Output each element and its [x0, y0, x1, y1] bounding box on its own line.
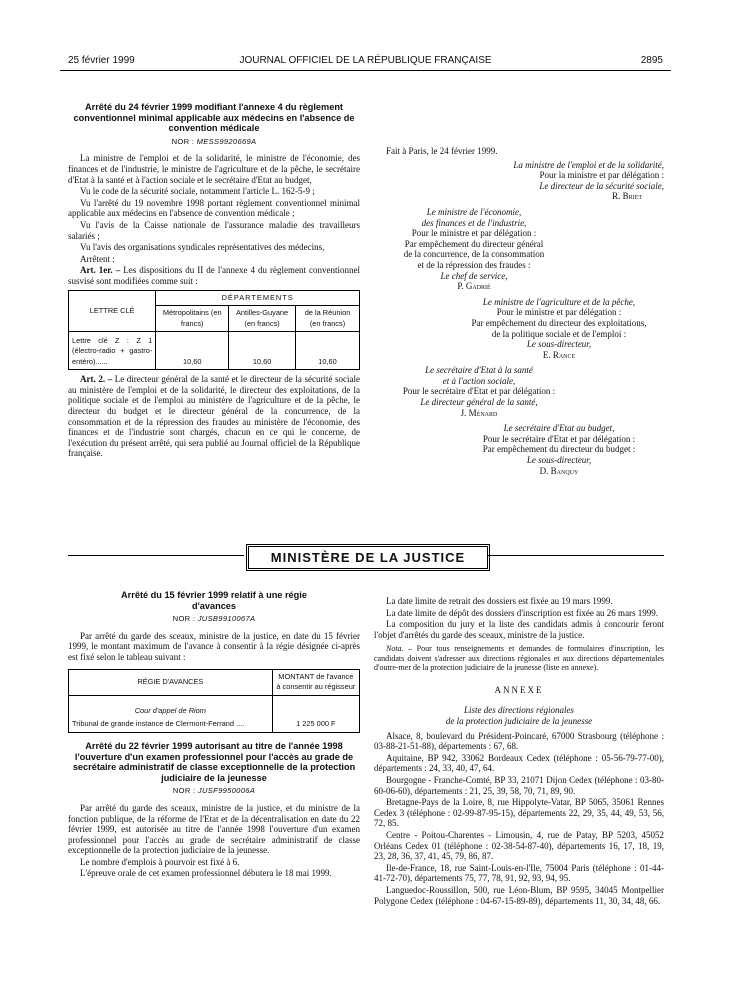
- signature-line: et de la répression des fraudes :: [417, 259, 531, 270]
- arrete-3-para-3: L'épreuve orale de cet examen professionnel débutera le 18 mai 1999.: [80, 868, 332, 879]
- regional-direction: Bourgogne - Franche-Comté, BP 33, 21071 Dijon Cedex (téléphone : 03-80-60-06-60), départements : 21, 25, 39, 58, 70, 71, 89, 90.: [374, 775, 664, 796]
- arrete-1-para-6: Arrêtent :: [80, 253, 115, 264]
- signature-line: Le ministre de l'économie,: [426, 206, 522, 217]
- annexe-list-title: Liste des directions régionales: [464, 705, 574, 716]
- arrete-1-article-2: Art. 2. – Le directeur général de la santé et le directeur de la sécurité sociale au ministère de l'emploi et de la solidarité, le directeur des exploitations, de la politique sociale et de l'emploi au ministère de l'agriculture et de la pêche, le directeur du budget et le directeur général de la concurrence, de la consommation et de la répression des fraudes au ministère de l'économie, des finances et de l'industrie sont chargés, chacun en ce qui le concerne, de l'exécution du présent arrêté, qui sera publié au Journal officiel de la République française.: [68, 374, 360, 459]
- arrete-1-title: Arrêté du 24 février 1999 modifiant l'annexe 4 du règlement conventionnel minimal applicable aux médecins en l'absence de convention médicale: [73, 102, 355, 134]
- signature-line: et à l'action sociale,: [442, 375, 516, 386]
- regie-table-row: Cour d'appel de Riom Tribunal de grande instance de Clermont-Ferrand ....: [69, 695, 273, 732]
- arrete-3-title: Arrêté du 22 février 1999 autorisant au titre de l'année 1998 l'ouverture d'un examen professionnel pour l'accès au grade de secrétaire administratif de classe exceptionnelle de la protection judiciaire de la jeunesse: [72, 740, 356, 783]
- signature-line: Pour la ministre et par délégation :: [539, 170, 664, 181]
- signature-line: des finances et de l'industrie,: [421, 217, 527, 228]
- regional-direction: Languedoc-Roussillon, 500, rue Léon-Blum, BP 9595, 34045 Montpellier Polygone Cedex (téléphone : 04-67-15-89-89), départements 11, 30, 34, 48, 66.: [374, 884, 664, 906]
- arrete-2-nor: NOR : JUSB9910067A: [172, 614, 256, 624]
- arrete-1-article-1: Art. 1er. – Les dispositions du II de l'annexe 4 du règlement conventionnel susvisé sont modifiées comme suit :: [68, 265, 360, 286]
- arrete-1-para-3: Vu l'arrêté du 19 novembre 1998 portant règlement conventionnel minimal applicable aux médecins en l'absence de convention médicale ;: [68, 197, 360, 219]
- signature-line: Pour le ministre et par délégation :: [496, 307, 622, 318]
- signature-line: Pour le secrétaire d'Etat et par délégation :: [482, 433, 636, 444]
- signature-line: Le secrétaire d'Etat à la santé: [425, 365, 533, 376]
- arrete-1-para-1: La ministre de l'emploi et de la solidarité, le ministre de l'économie, des finances et de l'industrie, le ministre de l'agriculture et de la pêche, le secrétaire d'Etat à la santé et à l'action sociale et le secrétaire d'Etat au budget,: [68, 153, 360, 185]
- table-cell: 10,60: [156, 332, 229, 370]
- regie-table-header: RÉGIE D'AVANCES: [69, 669, 273, 695]
- signature-line: Le ministre de l'agriculture et de la pêche,: [482, 296, 636, 307]
- signature-line: Par empêchement du directeur général: [404, 238, 544, 249]
- justice-column-right: [374, 596, 664, 907]
- regional-direction: Ile-de-France, 18, rue Saint-Louis-en-l'Ile, 75004 Paris (téléphone : 01-44-41-72-70), départements 75, 77, 78, 91, 92, 93, 94, 95.: [374, 862, 664, 884]
- header-date: 25 février 1999: [68, 55, 135, 66]
- arrete-3-para-4: La date limite de retrait des dossiers est fixée au 19 mars 1999.: [386, 596, 613, 606]
- banner-rule-right: [487, 555, 664, 556]
- signature-line: de la concurrence, de la consommation: [403, 249, 545, 260]
- ministry-banner: MINISTÈRE DE LA JUSTICE: [246, 544, 490, 571]
- signature-line: Le sous-directeur,: [526, 455, 592, 466]
- regie-table-amount: 1 225 000 F: [272, 695, 359, 732]
- justice-column-left: [68, 590, 360, 880]
- table-header-key: LETTRE CLÉ: [69, 290, 156, 332]
- arrete-3-nor: NOR : JUSF9950006A: [172, 786, 256, 796]
- arrete-3-para-5: La date limite de dépôt des dossiers d'inscription est fixée au 26 mars 1999.: [386, 607, 659, 618]
- signature-line: Le directeur de la sécurité sociale,: [539, 180, 664, 191]
- tariff-table: [68, 290, 360, 371]
- table-header-antilles: Antilles-Guyane (en francs): [229, 306, 296, 332]
- regie-table-header-amount: MONTANT de l'avance à consentir au régisseur: [272, 669, 359, 695]
- running-header: [68, 55, 663, 69]
- signature-line: Le sous-directeur,: [526, 339, 592, 350]
- arrete-1-signatures: [374, 146, 664, 476]
- table-header-metropolitains: Métropolitains (en francs): [156, 306, 229, 332]
- signatory-name: P. Gadrié: [457, 281, 491, 292]
- arrete-1-para-4: Vu l'avis de la Caisse nationale de l'assurance maladie des travailleurs salariés ;: [68, 219, 360, 241]
- table-cell: 10,60: [229, 332, 296, 370]
- regional-direction: Centre - Poitou-Charentes - Limousin, 4, rue de Patay, BP 5203, 45052 Orléans Cedex 01 (téléphone : 02-38-54-87-40), départements 16, 17, 18, 19, 23, 28, 36, 37, 41, 45, 79, 86, 87.: [374, 830, 664, 862]
- annexe-list-subtitle: de la protection judiciaire de la jeunesse: [445, 716, 593, 727]
- regie-table: [68, 669, 360, 733]
- signature-line: de la politique sociale et de l'emploi :: [491, 328, 627, 339]
- arrete-3-para-2: Le nombre d'emplois à pourvoir est fixé à 6.: [80, 856, 240, 867]
- signature-line: Le secrétaire d'Etat au budget,: [503, 423, 615, 434]
- signatory-name: E. Rance: [542, 349, 576, 360]
- signature-line: Le directeur général de la santé,: [420, 397, 538, 408]
- banner-rule-left: [68, 555, 244, 556]
- signature-line: Le chef de service,: [440, 270, 508, 281]
- signature-line: Par empêchement du directeur du budget :: [482, 444, 636, 455]
- regional-direction: Bretagne-Pays de la Loire, 8, rue Hippolyte-Vatar, BP 5065, 35061 Rennes Cedex 3 (téléphone : 02-99-87-95-15), départements 22, 29, 35, 44, 49, 53, 56, 72, 85.: [374, 797, 664, 829]
- done-at: Fait à Paris, le 24 février 1999.: [386, 146, 498, 156]
- arrete-2-para-1: Par arrêté du garde des sceaux, ministre de la justice, en date du 15 février 1999, le montant maximum de l'avance à consentir à la régie désignée ci-après est fixé selon le tableau suivant :: [68, 630, 360, 662]
- arrete-1-nor: NOR : MESS9920669A: [171, 136, 257, 146]
- signature-line: La ministre de l'emploi et de la solidarité,: [513, 159, 664, 170]
- regional-direction: Alsace, 8, boulevard du Président-Poincaré, 67000 Strasbourg (téléphone : 03-88-21-51-88), départements : 67, 68.: [374, 730, 664, 752]
- arrete-1-column-left: [68, 102, 360, 460]
- signatory-name: J. Ménard: [460, 407, 498, 418]
- header-journal-title: JOURNAL OFFICIEL DE LA RÉPUBLIQUE FRANÇAISE: [239, 55, 492, 66]
- table-cell: 10,60: [296, 332, 360, 370]
- arrete-3-nota: Nota. – Pour tous renseignements et demandes de formulaires d'inscription, les candidats doivent s'adresser aux directions régionales et aux directions départementales d'outre-mer de la protection judiciaire de la jeunesse (liste en annexe).: [374, 644, 664, 673]
- annexe-heading: ANNEXE: [494, 684, 544, 695]
- regional-direction: Aquitaine, BP 942, 33062 Bordeaux Cedex (téléphone : 05-56-79-77-00), départements : 24, 33, 40, 47, 64.: [374, 752, 664, 774]
- signatory-name: D. Banquy: [539, 465, 579, 476]
- header-page-number: 2895: [640, 55, 663, 66]
- table-row-label: Lettre clé Z : Z 1 (électro-radio + gastro-entéro)......: [69, 332, 156, 370]
- arrete-1-para-5: Vu l'avis des organisations syndicales représentatives des médecins,: [80, 242, 325, 253]
- signature-line: Par empêchement du directeur des exploitations,: [471, 317, 647, 328]
- table-header-group: DÉPARTEMENTS: [156, 290, 360, 306]
- arrete-3-para-1: Par arrêté du garde des sceaux, ministre de la justice, et du ministre de la fonction publique, de la réforme de l'Etat et de la décentralisation en date du 22 février 1999, est autorisée au titre de l'année 1998 l'ouverture d'un examen professionnel pour l'accès au grade de secrétaire administratif de classe exceptionnelle de la protection judiciaire de la jeunesse.: [68, 802, 360, 856]
- header-rule: [60, 70, 671, 71]
- arrete-1-para-2: Vu le code de la sécurité sociale, notamment l'article L. 162-5-9 ;: [80, 186, 315, 197]
- arrete-2-title: Arrêté du 15 février 1999 relatif à une régie d'avances: [121, 590, 307, 611]
- arrete-3-para-6: La composition du jury et la liste des candidats admis à concourir feront l'objet d'arrêtés du garde des sceaux, ministre de la justice.: [374, 619, 664, 640]
- table-header-reunion: de la Réunion (en francs): [296, 306, 360, 332]
- signature-line: Pour le ministre et par délégation :: [411, 228, 537, 239]
- signature-line: Pour le secrétaire d'Etat et par délégation :: [402, 386, 556, 397]
- signatory-name: R. Briet: [612, 191, 642, 202]
